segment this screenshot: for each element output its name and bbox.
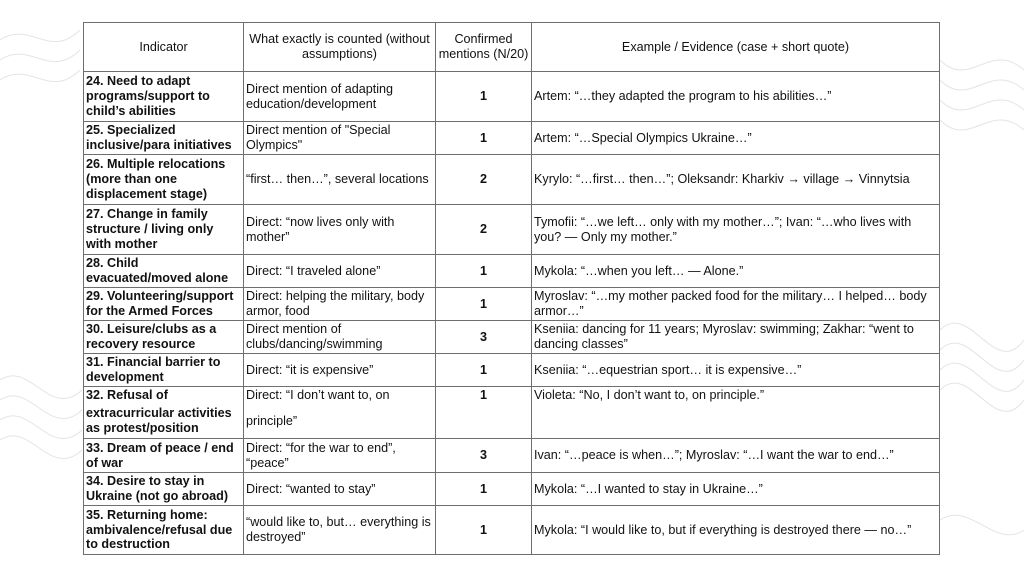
table-row bbox=[84, 405, 940, 439]
mentions-cell: 3 bbox=[436, 321, 532, 354]
counted-cell: “first… then…”, several locations bbox=[244, 155, 436, 205]
counted-cell: Direct mention of clubs/dancing/swimming bbox=[244, 321, 436, 354]
evidence-cell: Artem: “…they adapted the program to his abilities…” bbox=[532, 72, 940, 122]
mentions-cell: 1 bbox=[436, 506, 532, 555]
counted-cell: principle” bbox=[244, 405, 436, 439]
table-header-row bbox=[84, 23, 940, 72]
mentions-cell bbox=[436, 405, 532, 439]
table-row bbox=[84, 321, 940, 354]
indicator-cell: 35. Returning home: ambivalence/refusal due to destruction bbox=[84, 506, 244, 555]
mentions-cell: 1 bbox=[436, 122, 532, 155]
table-row bbox=[84, 72, 940, 122]
mentions-cell: 1 bbox=[436, 473, 532, 506]
evidence-cell: Violeta: “No, I don’t want to, on principle.” bbox=[532, 387, 940, 405]
counted-cell: Direct: “it is expensive” bbox=[244, 354, 436, 387]
evidence-cell: Mykola: “…when you left… — Alone.” bbox=[532, 255, 940, 288]
counted-cell: Direct: “now lives only with mother” bbox=[244, 205, 436, 255]
indicator-cell: 29. Volunteering/support for the Armed Forces bbox=[84, 288, 244, 321]
evidence-cell: Kseniia: “…equestrian sport… it is expensive…” bbox=[532, 354, 940, 387]
indicator-cell: 30. Leisure/clubs as a recovery resource bbox=[84, 321, 244, 354]
header-example-evidence: Example / Evidence (case + short quote) bbox=[532, 23, 940, 72]
header-confirmed-mentions: Confirmed mentions (N/20) bbox=[436, 23, 532, 72]
indicator-cell: 25. Specialized inclusive/para initiatives bbox=[84, 122, 244, 155]
table-row bbox=[84, 205, 940, 255]
counted-cell: Direct: helping the military, body armor, food bbox=[244, 288, 436, 321]
indicators-table bbox=[83, 22, 940, 555]
mentions-cell: 3 bbox=[436, 439, 532, 473]
counted-cell: Direct: “wanted to stay” bbox=[244, 473, 436, 506]
table-row bbox=[84, 354, 940, 387]
evidence-cell: Tymofii: “…we left… only with my mother…”; Ivan: “…who lives with you? — Only my mother.” bbox=[532, 205, 940, 255]
indicator-cell: 32. Refusal of bbox=[84, 387, 244, 405]
evidence-cell: Kseniia: dancing for 11 years; Myroslav: swimming; Zakhar: “went to dancing classes” bbox=[532, 321, 940, 354]
table-row bbox=[84, 473, 940, 506]
indicator-cell: 27. Change in family structure / living only with mother bbox=[84, 205, 244, 255]
mentions-cell: 1 bbox=[436, 255, 532, 288]
indicator-cell: 28. Child evacuated/moved alone bbox=[84, 255, 244, 288]
table-row bbox=[84, 439, 940, 473]
counted-cell: Direct: “for the war to end”, “peace” bbox=[244, 439, 436, 473]
indicator-cell: 34. Desire to stay in Ukraine (not go abroad) bbox=[84, 473, 244, 506]
evidence-cell: Ivan: “…peace is when…”; Myroslav: “…I want the war to end…” bbox=[532, 439, 940, 473]
mentions-cell: 2 bbox=[436, 205, 532, 255]
counted-cell: Direct mention of "Special Olympics" bbox=[244, 122, 436, 155]
table-row bbox=[84, 255, 940, 288]
table-row bbox=[84, 387, 940, 405]
mentions-cell: 1 bbox=[436, 288, 532, 321]
counted-cell: “would like to, but… everything is destroyed” bbox=[244, 506, 436, 555]
indicators-table-container bbox=[83, 22, 939, 554]
indicator-cell: 24. Need to adapt programs/support to child’s abilities bbox=[84, 72, 244, 122]
header-what-counted: What exactly is counted (without assumptions) bbox=[244, 23, 436, 72]
table-row bbox=[84, 288, 940, 321]
mentions-cell: 1 bbox=[436, 387, 532, 405]
indicator-cell: 33. Dream of peace / end of war bbox=[84, 439, 244, 473]
mentions-cell: 1 bbox=[436, 72, 532, 122]
header-indicator: Indicator bbox=[84, 23, 244, 72]
mentions-cell: 2 bbox=[436, 155, 532, 205]
evidence-cell: Mykola: “…I wanted to stay in Ukraine…” bbox=[532, 473, 940, 506]
evidence-cell bbox=[532, 405, 940, 439]
evidence-cell: Myroslav: “…my mother packed food for the military… I helped… body armor…” bbox=[532, 288, 940, 321]
table-row bbox=[84, 122, 940, 155]
evidence-cell: Artem: “…Special Olympics Ukraine…” bbox=[532, 122, 940, 155]
evidence-cell: Kyrylo: “…first… then…”; Oleksandr: Kharkiv → village → Vinnytsia bbox=[532, 155, 940, 205]
counted-cell: Direct mention of adapting education/development bbox=[244, 72, 436, 122]
evidence-cell: Mykola: “I would like to, but if everything is destroyed there — no…” bbox=[532, 506, 940, 555]
mentions-cell: 1 bbox=[436, 354, 532, 387]
indicator-cell: extracurricular activities as protest/position bbox=[84, 405, 244, 439]
table-row bbox=[84, 506, 940, 555]
table-row bbox=[84, 155, 940, 205]
indicator-cell: 26. Multiple relocations (more than one displacement stage) bbox=[84, 155, 244, 205]
counted-cell: Direct: “I don’t want to, on bbox=[244, 387, 436, 405]
counted-cell: Direct: “I traveled alone” bbox=[244, 255, 436, 288]
indicator-cell: 31. Financial barrier to development bbox=[84, 354, 244, 387]
